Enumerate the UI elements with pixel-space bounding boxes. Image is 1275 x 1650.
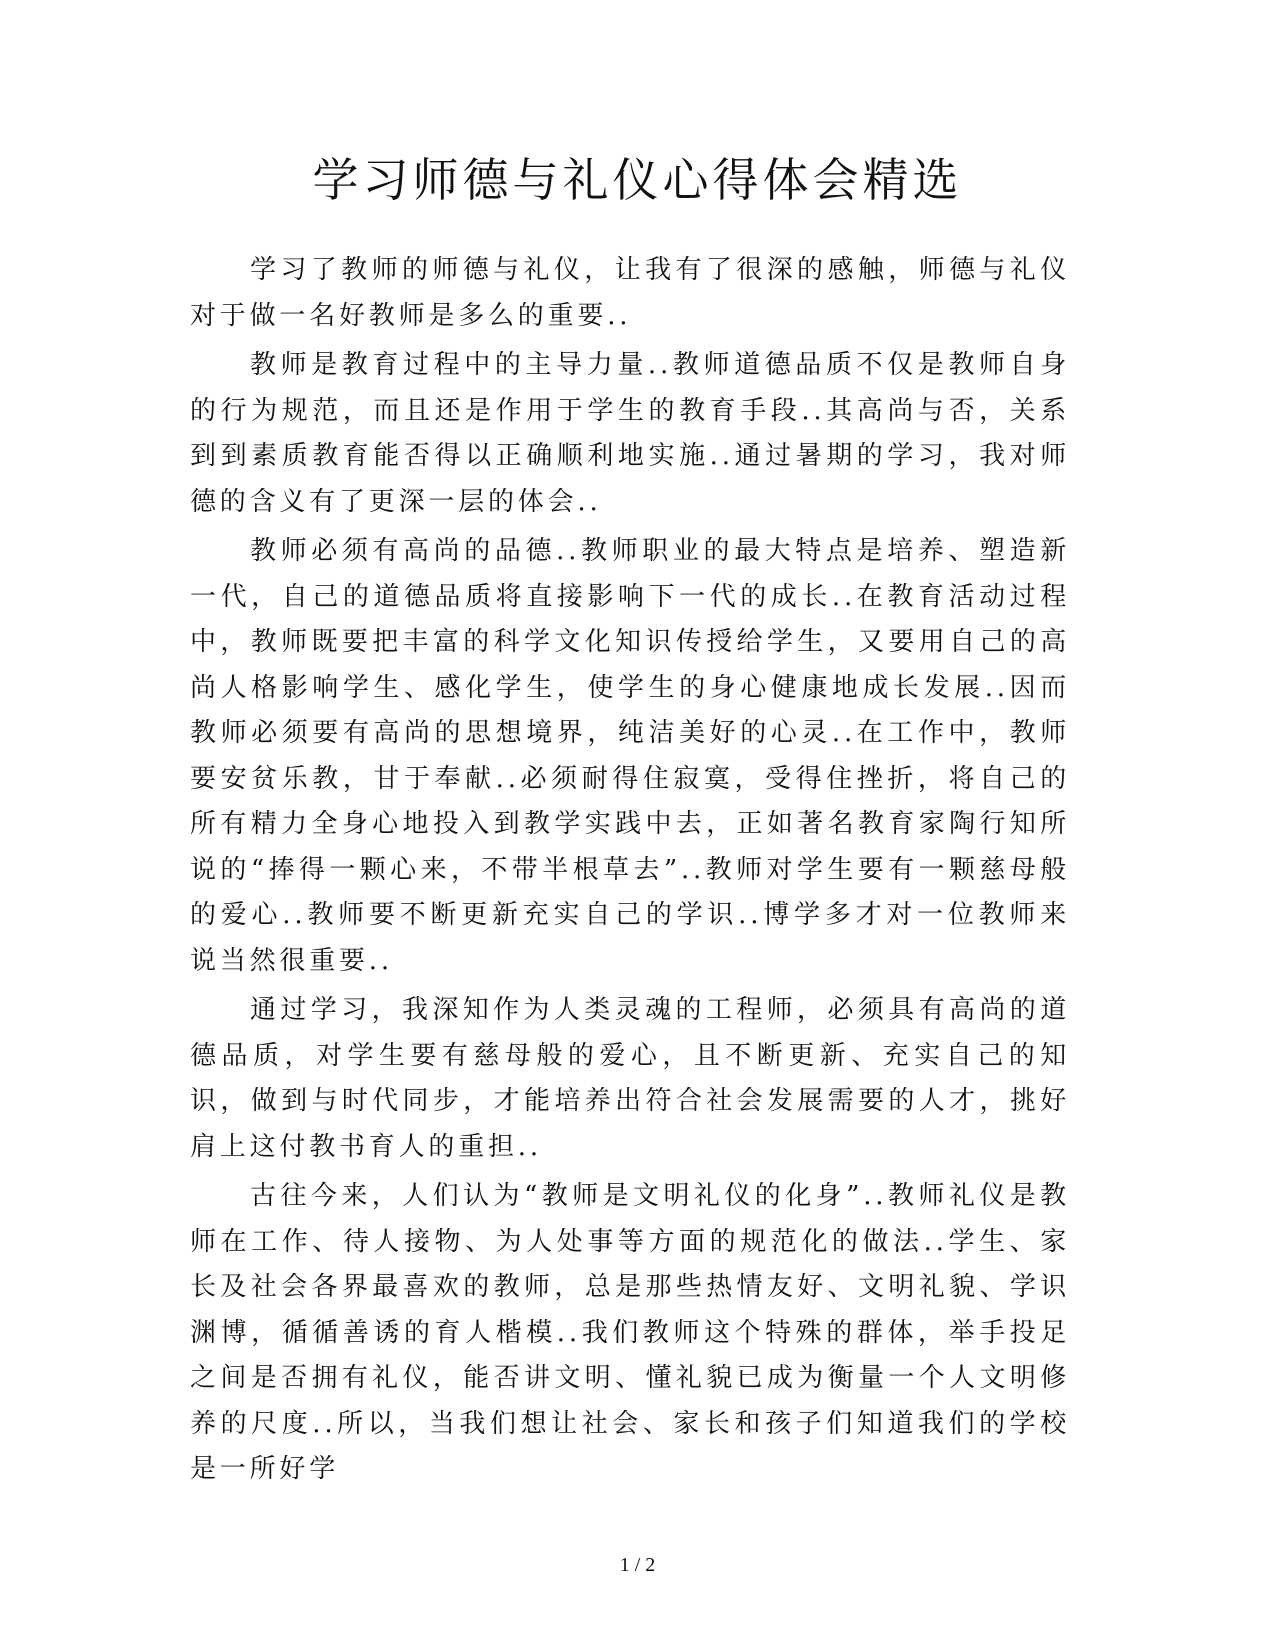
paragraph-2: 教师是教育过程中的主导力量..教师道德品质不仅是教师自身的行为规范，而且还是作用于学生的教育手段..其高尚与否，关系到到素质教育能否得以正确顺利地实施..通过暑期的学习，我对师德的含义有了更深一层的体会.. <box>190 350 1070 517</box>
page-number: 1 / 2 <box>619 1554 656 1576</box>
document-body <box>190 248 1070 1497</box>
paragraph-3: 教师必须有高尚的品德..教师职业的最大特点是培养、塑造新一代，自己的道德品质将直接影响下一代的成长..在教育活动过程中，教师既要把丰富的科学文化知识传授给学生，又要用自己的高尚人格影响学生、感化学生，使学生的身心健康地成长发展..因而教师必须要有高尚的思想境界，纯洁美好的心灵..在工作中，教师要安贫乐教，甘于奉献..必须耐得住寂寞，受得住挫折，将自己的所有精力全身心地投入到教学实践中去，正如著名教育家陶行知所说的“捧得一颗心来，不带半根草去”..教师对学生要有一颗慈母般的爱心..教师要不断更新充实自己的学识..博学多才对一位教师来说当然很重要.. <box>190 536 1070 976</box>
paragraph-4: 通过学习，我深知作为人类灵魂的工程师，必须具有高尚的道德品质，对学生要有慈母般的爱心，且不断更新、充实自己的知识，做到与时代同步，才能培养出符合社会发展需要的人才，挑好肩上这付教书育人的重担.. <box>190 995 1070 1162</box>
paragraph-5: 古往今来，人们认为“教师是文明礼仪的化身”..教师礼仪是教师在工作、待人接物、为人处事等方面的规范化的做法..学生、家长及社会各界最喜欢的教师，总是那些热情友好、文明礼貌、学识渊博，循循善诱的育人楷模..我们教师这个特殊的群体，举手投足之间是否拥有礼仪，能否讲文明、懂礼貌已成为衡量一个人文明修养的尺度..所以，当我们想让社会、家长和孩子们知道我们的学校是一所好学 <box>190 1181 1070 1484</box>
document-title: 学习师德与礼仪心得体会精选 <box>312 153 963 207</box>
paragraph-1: 学习了教师的师德与礼仪，让我有了很深的感触，师德与礼仪对于做一名好教师是多么的重要.. <box>190 255 1070 331</box>
